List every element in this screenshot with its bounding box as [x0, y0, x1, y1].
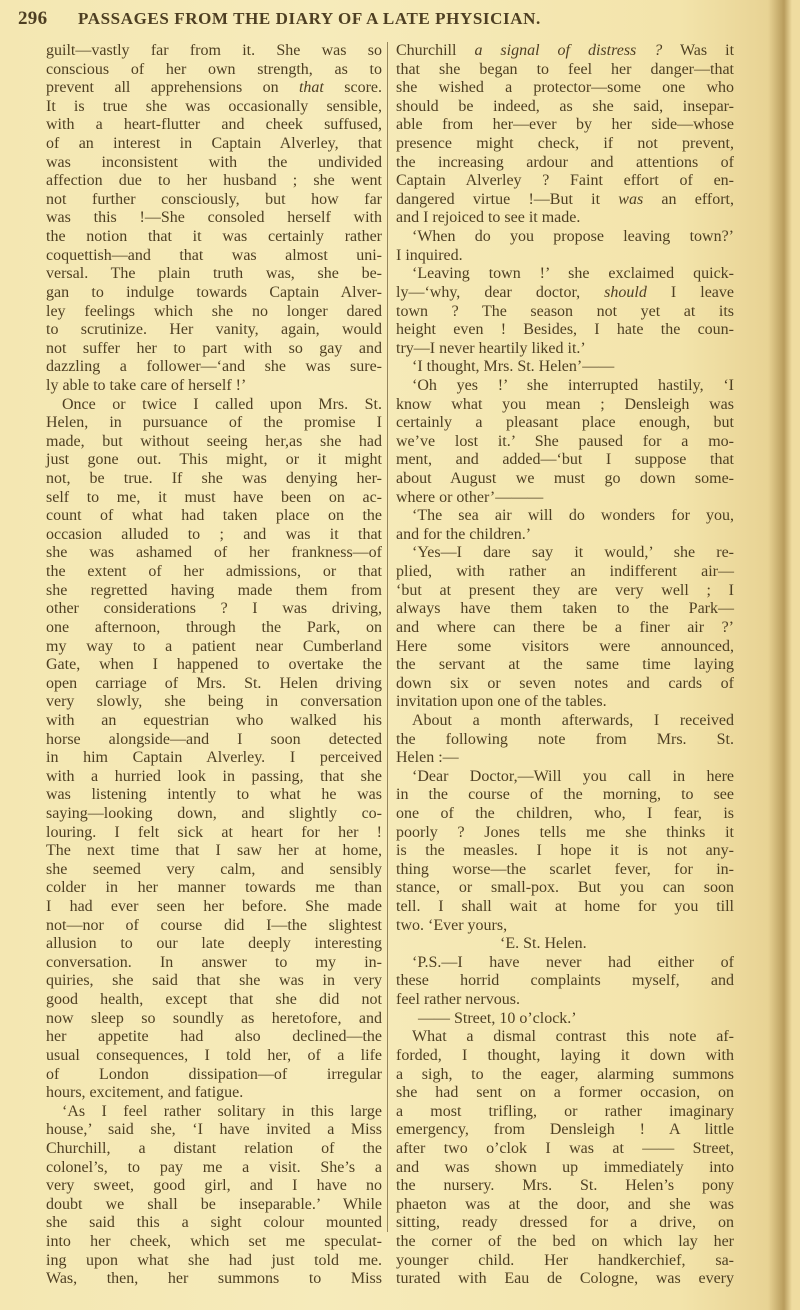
text-line: ‘Leaving town !’ she exclaimed quick-: [412, 265, 734, 283]
dateline-block: [396, 1010, 734, 1029]
text-line: one afternoon, through the Park, on: [46, 618, 382, 636]
paragraph: [46, 42, 382, 396]
paragraph: [396, 768, 734, 917]
text-line: know what you mean ; Densleigh was: [396, 395, 734, 413]
text-line: not, be true. If she was denying her-: [46, 470, 382, 488]
paragraph: [46, 1103, 382, 1289]
text-line: ‘When do you propose leaving town?’: [412, 228, 734, 246]
text-segment: I leave: [646, 283, 734, 301]
text-line: to scrutinize. Her vanity, again, would: [46, 321, 382, 339]
text-line: conscious of her own strength, as to: [46, 60, 382, 78]
text-line: affection due to her husband ; she went: [46, 172, 382, 190]
text-line: count of what had taken place on the: [46, 507, 382, 525]
text-line: presence might check, if not prevent,: [396, 135, 734, 153]
text-segment: score.: [323, 79, 383, 97]
text-line: turated with Eau de Cologne, was every: [396, 1270, 734, 1288]
running-title: PASSAGES FROM THE DIARY OF A LATE PHYSICIAN.: [78, 9, 541, 28]
text-line: the corner of the bed on which lay her: [396, 1233, 734, 1250]
text-line: plied, with rather an indifferent air—: [396, 563, 734, 581]
text-line: thing worse—the scarlet fever, for in-: [396, 860, 734, 878]
text-line: versal. The plain truth was, she be-: [46, 265, 382, 283]
text-line: and where can there be a finer air ?’: [396, 618, 734, 636]
text-line: ‘E. St. Helen.: [500, 935, 587, 953]
text-line: about August we must go down some-: [396, 470, 734, 488]
paragraph: [396, 712, 734, 768]
text-line: we’ve lost it.’ She paused for a mo-: [396, 432, 734, 450]
text-line: What a dismal contrast this note af-: [412, 1028, 734, 1046]
text-segment: dangered virtue !—But it: [396, 190, 619, 208]
text-line: ‘Oh yes !’ she interrupted hastily, ‘I: [412, 376, 734, 394]
text-line: self to me, it must have been on ac-: [46, 488, 382, 506]
text-line: she was ashamed of her frankness—of: [46, 544, 382, 562]
paragraph: [396, 1028, 734, 1289]
text-segment: Was it: [662, 42, 735, 59]
text-line: and was shown up immediately into: [396, 1158, 734, 1176]
text-line: height even ! Besides, I hate the coun-: [396, 321, 734, 339]
text-line: good health, except that she did not: [46, 991, 382, 1009]
text-line: her appetite had also declined—the: [46, 1028, 382, 1046]
column-divider: [387, 42, 388, 1232]
paragraph: [396, 954, 734, 1010]
text-line: ‘I thought, Mrs. St. Helen’——: [412, 358, 615, 376]
text-line: try—I never heartily liked it.’: [396, 339, 586, 357]
text-segment: Churchill: [396, 42, 475, 59]
text-line: The next time that I saw her at home,: [46, 842, 382, 860]
text-line: [46, 79, 382, 98]
text-line: the increasing ardour and attentions of: [396, 153, 734, 171]
text-line: louring. I felt sick at heart for her !: [46, 823, 382, 841]
text-line: was inconsistent with the undivided: [46, 153, 382, 171]
text-line: quiries, she said that she was in very: [46, 972, 382, 990]
text-line: open carriage of Mrs. St. Helen driving: [46, 674, 382, 692]
text-line: tell. I shall wait at home for you till: [396, 898, 734, 916]
text-line: very slowly, she being in conversation: [46, 693, 382, 711]
text-line: the following note from Mrs. St.: [396, 730, 734, 748]
text-line: Gate, when I happened to overtake the: [46, 656, 382, 674]
italic-text: that: [298, 79, 324, 97]
text-line: I inquired.: [396, 246, 463, 264]
text-line: Once or twice I called upon Mrs. St.: [62, 395, 382, 413]
text-line: dazzling a follower—‘and she was sure-: [46, 358, 382, 376]
italic-text: was: [618, 190, 644, 208]
text-line: now sleep so soundly as heretofore, and: [46, 1009, 382, 1027]
text-line: occasion alluded to ; and was it that: [46, 525, 382, 543]
paragraph: [396, 265, 734, 358]
text-column-left: [46, 42, 382, 1289]
running-header: [18, 8, 718, 32]
text-line: very sweet, good girl, and I have no: [46, 1177, 382, 1195]
text-line: she had sent on a former occasion, on: [396, 1084, 734, 1102]
text-line: feel rather nervous.: [396, 991, 520, 1009]
text-line: emergency, from Densleigh ! A little: [396, 1121, 734, 1139]
text-line: she said this a sight colour mounted: [46, 1214, 382, 1232]
text-line: ‘As I feel rather solitary in this large: [62, 1102, 382, 1120]
text-line: she wished a protector—some one who: [396, 79, 734, 97]
text-line: conversation. In answer to my in-: [46, 953, 382, 971]
text-line: ing upon what she had just told me.: [46, 1251, 382, 1269]
italic-text: should: [604, 283, 647, 301]
paragraph: [396, 42, 734, 228]
text-line: Was, then, her summons to Miss: [46, 1270, 382, 1288]
text-line: hours, excitement, and fatigue.: [46, 1084, 244, 1102]
text-line: should be indeed, as she said, insepar-: [396, 97, 734, 115]
text-line: It is true she was occasionally sensible,: [46, 97, 382, 115]
text-line: [396, 284, 734, 303]
text-line: poorly ? Jones tells me she thinks it: [396, 823, 734, 841]
paragraph: [396, 358, 734, 377]
text-line: and for the children.’: [396, 525, 532, 543]
text-line: she regretted having made them from: [46, 581, 382, 599]
text-line: these horrid complaints myself, and: [396, 972, 734, 990]
paragraph: [396, 544, 734, 711]
text-segment: an effort,: [643, 190, 734, 208]
text-line: not—nor of course did I—the slightest: [46, 916, 382, 934]
text-line: [396, 42, 734, 61]
text-line: [396, 191, 734, 210]
text-line: down six or seven notes and cards of: [396, 674, 734, 692]
text-line: colder in her manner towards me than: [46, 879, 382, 897]
page-number: 296: [18, 8, 48, 29]
text-segment: ly—‘why, dear doctor,: [396, 283, 605, 301]
text-line: colonel’s, to pay me a visit. She’s a: [46, 1158, 382, 1176]
text-line: ly able to take care of herself !’: [46, 376, 247, 394]
text-line: phaeton was at the door, and she was: [396, 1195, 734, 1213]
text-line: Helen, in pursuance of the promise I: [46, 414, 382, 432]
text-line: coquettish—and that was almost uni-: [46, 246, 382, 264]
text-line: not further consciously, but how far: [46, 190, 382, 208]
text-line: was listening intently to what he was: [46, 786, 382, 804]
text-line: the servant at the same time laying: [396, 656, 734, 674]
text-line: is the measles. I hope it is not any-: [396, 842, 734, 860]
text-line: doubt we shall be inseparable.’ While: [46, 1195, 382, 1213]
text-line: forded, I thought, laying it down with: [396, 1046, 734, 1064]
text-line: after two o’clok I was at —— Street,: [396, 1139, 734, 1157]
text-line: other considerations ? I was driving,: [46, 600, 382, 618]
text-line: the extent of her admissions, or that: [46, 563, 382, 581]
text-line: About a month afterwards, I received: [412, 711, 734, 729]
text-line: gan to indulge towards Captain Alver-: [46, 283, 382, 301]
text-line: sitting, ready dressed for a drive, on: [396, 1214, 734, 1232]
text-line: into her cheek, which set me speculat-: [46, 1233, 382, 1250]
text-line: always have them taken to the Park—: [396, 600, 734, 618]
text-line: that she began to feel her danger—that: [396, 60, 734, 78]
text-line: where or other’———: [396, 488, 544, 506]
text-line: —— Street, 10 o’clock.’: [418, 1009, 577, 1027]
text-line: made, but without seeing her,as she had: [46, 432, 382, 450]
text-line: Here some visitors were announced,: [396, 637, 734, 655]
text-line: she seemed very calm, and sensibly: [46, 860, 382, 878]
text-line: usual consequences, I told her, of a life: [46, 1046, 382, 1064]
text-line: Captain Alverley ? Faint effort of en-: [396, 172, 734, 190]
text-line: the nursery. Mrs. St. Helen’s pony: [396, 1177, 734, 1195]
text-line: Churchill, a distant relation of the: [46, 1139, 382, 1157]
text-line: allusion to our late deeply interesting: [46, 935, 382, 953]
paragraph: [46, 396, 382, 1103]
text-line: ‘P.S.—I have never had either of: [412, 953, 734, 971]
text-column-right: [396, 42, 734, 1289]
text-line: ‘The sea air will do wonders for you,: [412, 507, 734, 525]
text-line: ‘Dear Doctor,—Will you call in here: [412, 767, 734, 785]
text-line: and I rejoiced to see it made.: [396, 209, 581, 227]
text-line: younger child. Her handkerchief, sa-: [396, 1251, 734, 1269]
paragraph: [396, 228, 734, 265]
text-line: of London dissipation—of irregular: [46, 1065, 382, 1083]
text-line: with a hurried look in passing, that she: [46, 767, 382, 785]
text-line: with an equestrian who walked his: [46, 711, 382, 729]
paragraph: [396, 377, 734, 507]
text-line: in him Captain Alverley. I perceived: [46, 749, 382, 767]
text-line: saying—looking down, and slightly co-: [46, 804, 382, 822]
text-line: two. ‘Ever yours,: [396, 916, 508, 934]
text-line: certainly a pleasant place enough, but: [396, 414, 734, 432]
text-line: town ? The season not yet at its: [396, 302, 734, 320]
text-line: a sigh, to the eager, alarming summons: [396, 1065, 734, 1083]
signature-block: [396, 917, 734, 954]
text-line: a most trifling, or rather imaginary: [396, 1102, 734, 1120]
text-line: just gone out. This might, or it might: [46, 451, 382, 469]
text-line: I had ever seen her before. She made: [46, 898, 382, 916]
text-line: with a heart-flutter and cheek suffused,: [46, 116, 382, 134]
text-line: the notion that it was certainly rather: [46, 228, 382, 246]
text-line: ley feelings which she no longer dared: [46, 302, 382, 320]
italic-text: a signal of distress ?: [474, 42, 663, 59]
text-line: horse alongside—and I soon detected: [46, 730, 382, 748]
text-line: house,’ said she, ‘I have invited a Miss: [46, 1121, 382, 1139]
text-line: in the course of the morning, to see: [396, 786, 734, 804]
text-line: one of the children, who, I fear, is: [396, 804, 734, 822]
text-line: my way to a patient near Cumberland: [46, 637, 382, 655]
text-line: ‘but at present they are very well ; I: [396, 581, 734, 599]
text-line: ‘Yes—I dare say it would,’ she re-: [412, 544, 734, 562]
text-line: Helen :—: [396, 749, 459, 767]
text-line: of an interest in Captain Alverley, that: [46, 135, 382, 153]
text-line: was this !—She consoled herself with: [46, 209, 382, 227]
paragraph: [396, 507, 734, 544]
text-line: able from her—ever by her side—whose: [396, 116, 734, 134]
text-line: ment, and added—‘but I suppose that: [396, 451, 734, 469]
text-line: guilt—vastly far from it. She was so: [46, 42, 382, 59]
text-segment: prevent all apprehensions on: [46, 79, 299, 97]
text-line: invitation upon one of the tables.: [396, 693, 607, 711]
text-line: stance, or small-pox. But you can soon: [396, 879, 734, 897]
text-line: not suffer her to part with so gay and: [46, 339, 382, 357]
